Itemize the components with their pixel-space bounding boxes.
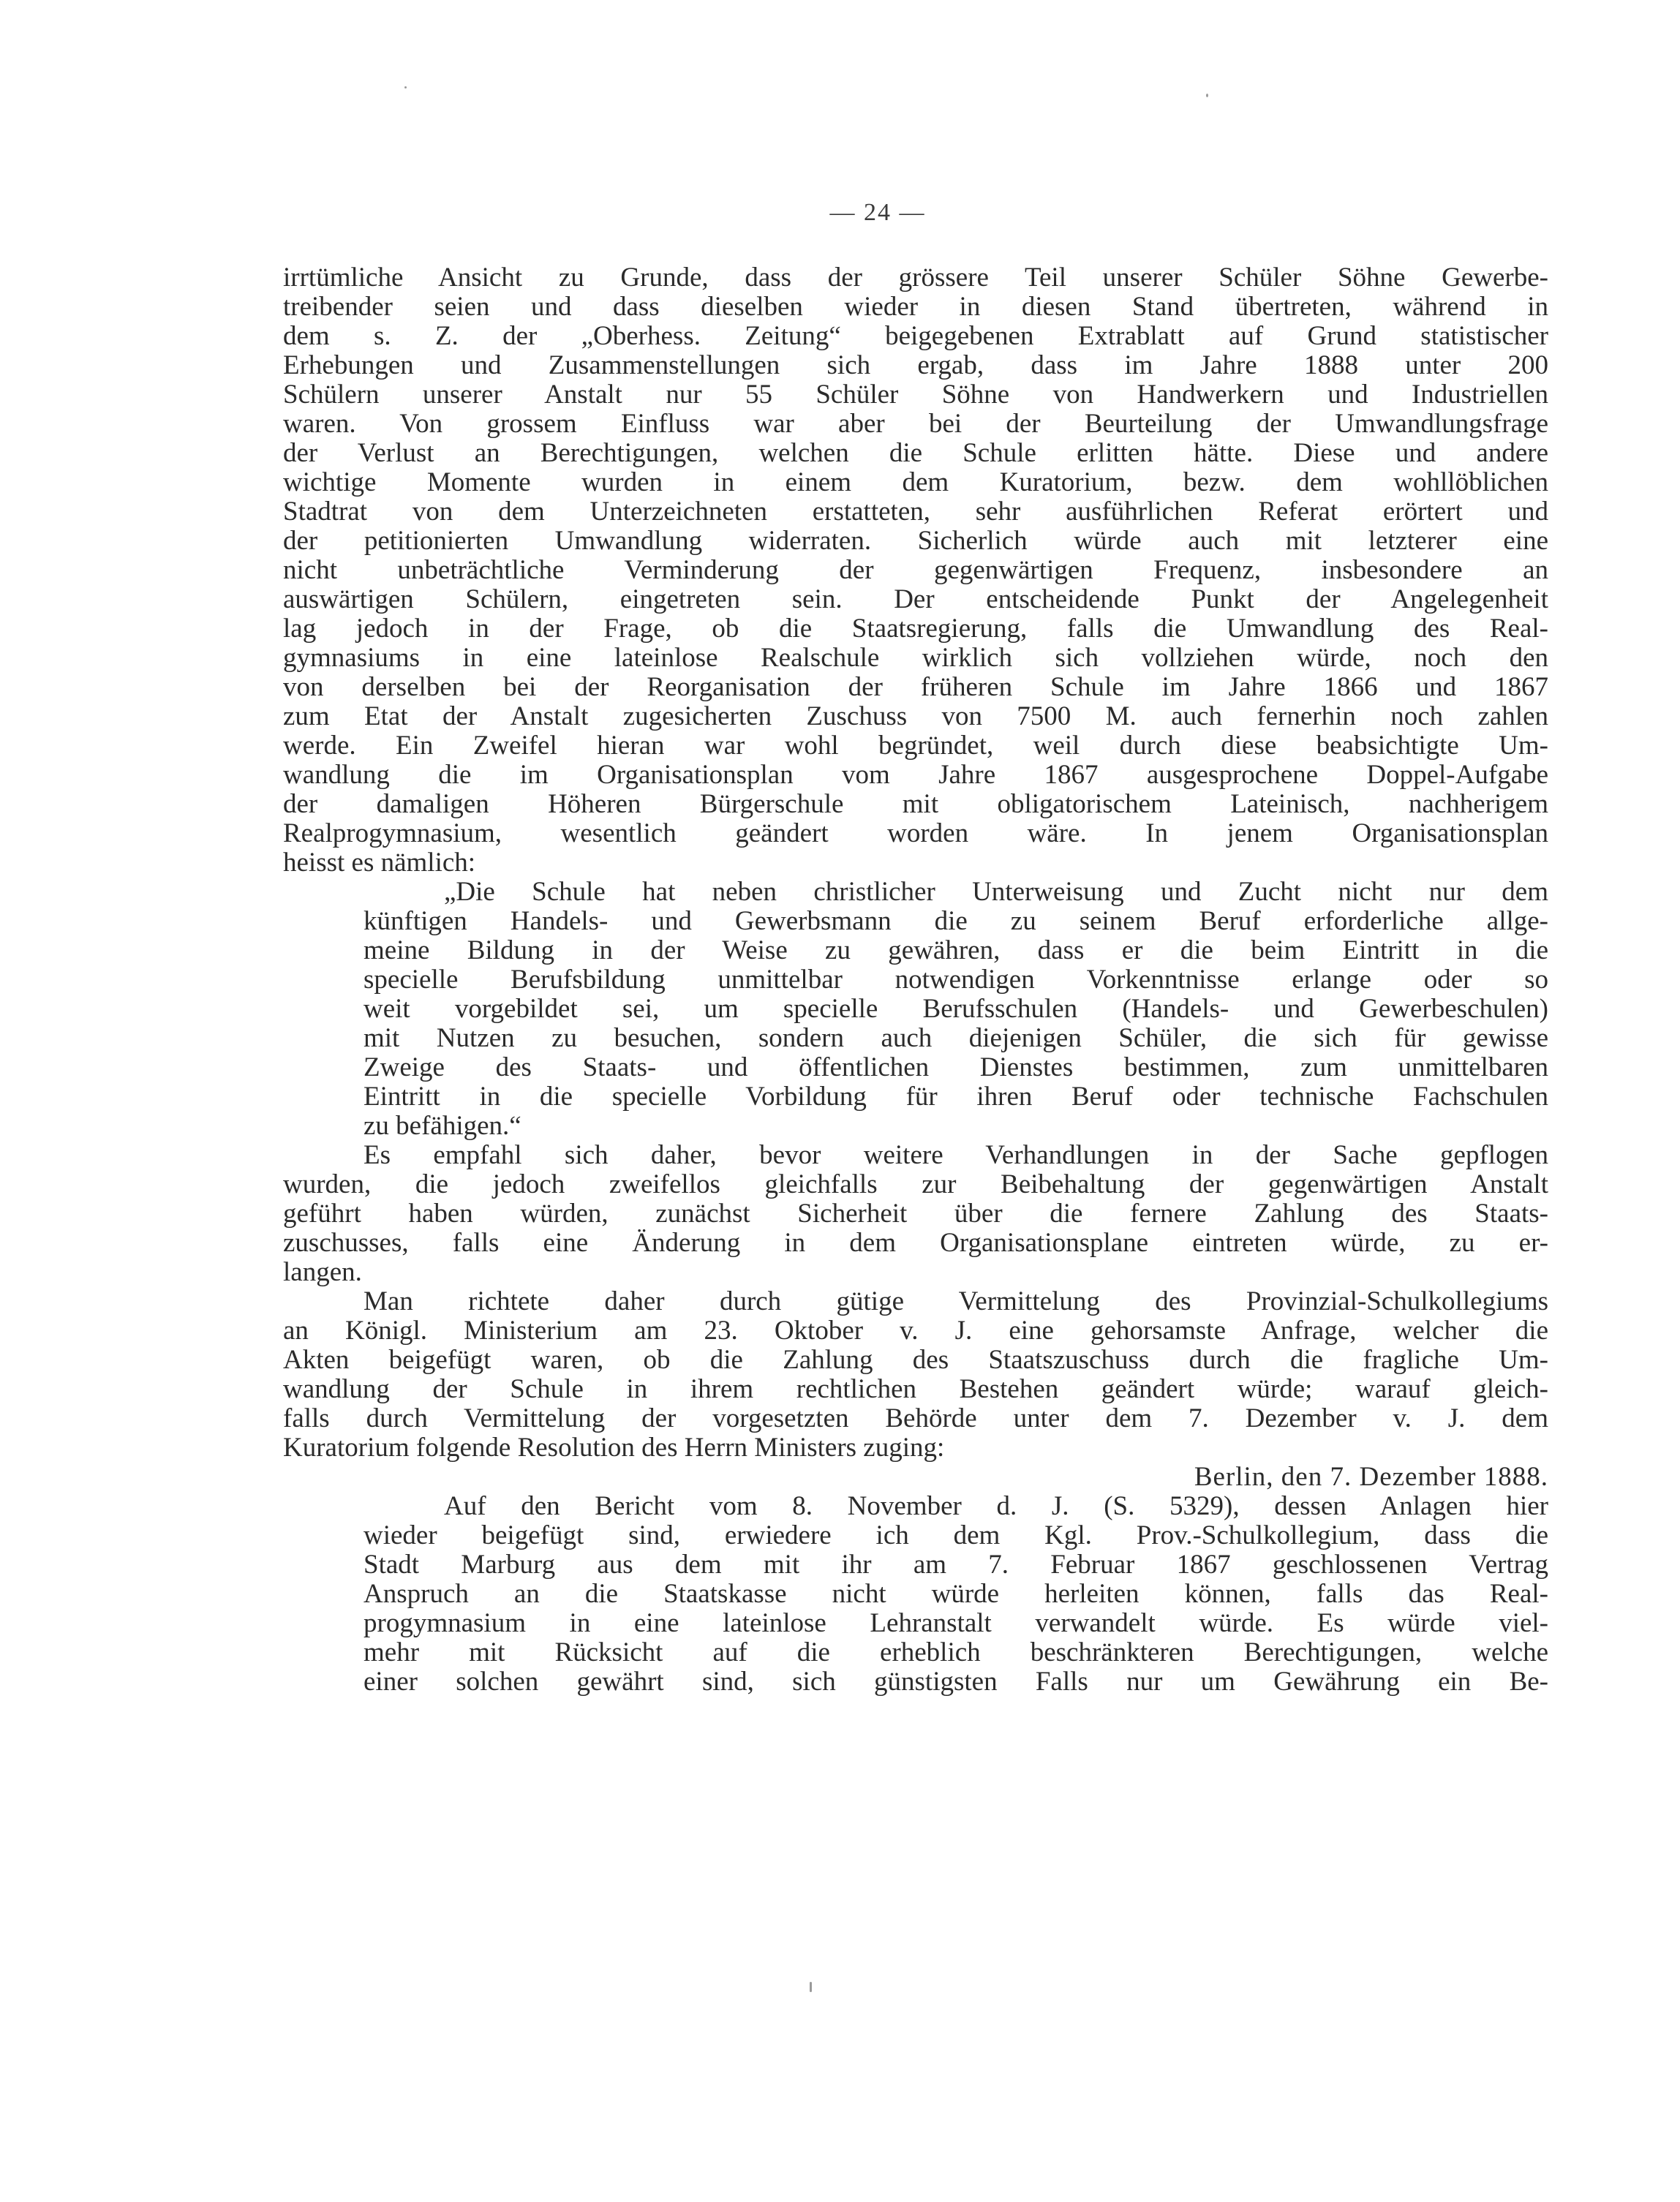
text-line: waren. Von grossem Einfluss war aber bei der Beurteilung der Umwandlungsfrage [283,410,1548,439]
paper-speck [1206,94,1208,97]
paragraph [283,1141,1548,1287]
text-line: wandlung die im Organisationsplan vom Jahre 1867 ausgesprochene Doppel-Aufgabe [283,761,1548,790]
text-line: Es empfahl sich daher, bevor weitere Verhandlungen in der Sache gepflogen [364,1141,1548,1170]
letter-line: Stadt Marburg aus dem mit ihr am 7. Februar 1867 geschlossenen Vertrag [364,1550,1548,1580]
quote-line: zu befähigen.“ [364,1112,521,1141]
text-line: falls durch Vermittelung der vorgesetzten Behörde unter dem 7. Dezember v. J. dem [283,1404,1548,1433]
text-line: heisst es nämlich: [283,848,476,878]
quote-line: weit vorgebildet sei, um specielle Berufsschulen (Handels- und Gewerbeschulen) [364,995,1548,1024]
letter-line: progymnasium in eine lateinlose Lehranstalt verwandelt würde. Es würde viel- [364,1609,1548,1638]
paper-speck [404,86,407,88]
text-line: dem s. Z. der „Oberhess. Zeitung“ beigegebenen Extrablatt auf Grund statistischer [283,322,1548,351]
text-line: Stadtrat von dem Unterzeichneten erstatteten, sehr ausführlichen Referat erörtert und [283,497,1548,527]
text-line: Schülern unserer Anstalt nur 55 Schüler Söhne von Handwerkern und Industriellen [283,380,1548,410]
text-line: lag jedoch in der Frage, ob die Staatsregierung, falls die Umwandlung des Real- [283,614,1548,644]
body-text [283,263,1548,1697]
text-line: geführt haben würden, zunächst Sicherheit über die fernere Zahlung des Staats- [283,1199,1548,1229]
text-line: der Verlust an Berechtigungen, welchen die Schule erlitten hätte. Diese und andere [283,439,1548,468]
dateline [283,1463,1548,1492]
text-line: Realprogymnasium, wesentlich geändert worden wäre. In jenem Organisationsplan [283,819,1548,848]
letter-line: einer solchen gewährt sind, sich günstigsten Falls nur um Gewährung ein Be- [364,1667,1548,1697]
text-line: werde. Ein Zweifel hieran war wohl begründet, weil durch diese beabsichtigte Um- [283,731,1548,761]
quote-line: Zweige des Staats- und öffentlichen Dienstes bestimmen, zum unmittelbaren [364,1053,1548,1082]
letter-line: Auf den Bericht vom 8. November d. J. (S. 5329), dessen Anlagen hier [444,1492,1548,1521]
text-line: Akten beigefügt waren, ob die Zahlung des Staatszuschuss durch die fragliche Um- [283,1346,1548,1375]
text-line: wurden, die jedoch zweifellos gleichfalls zur Beibehaltung der gegenwärtigen Anstalt [283,1170,1548,1199]
text-line: irrtümliche Ansicht zu Grunde, dass der grössere Teil unserer Schüler Söhne Gewerbe- [283,263,1548,293]
text-line: von derselben bei der Reorganisation der früheren Schule im Jahre 1866 und 1867 [283,673,1548,702]
text-line: an Königl. Ministerium am 23. Oktober v. J. eine gehorsamste Anfrage, welcher die [283,1316,1548,1346]
quote-line: specielle Berufsbildung unmittelbar notwendigen Vorkenntnisse erlange oder so [364,965,1548,995]
text-line: nicht unbeträchtliche Verminderung der gegenwärtigen Frequenz, insbesondere an [283,556,1548,585]
text-line: Man richtete daher durch gütige Vermittelung des Provinzial-Schulkollegiums [364,1287,1548,1316]
text-line: langen. [283,1258,362,1287]
text-line: der petitionierten Umwandlung widerraten. Sicherlich würde auch mit letzterer eine [283,527,1548,556]
quote-line: meine Bildung in der Weise zu gewähren, dass er die beim Eintritt in die [364,936,1548,965]
text-line: wandlung der Schule in ihrem rechtlichen Bestehen geändert würde; warauf gleich- [283,1375,1548,1404]
quote-line: „Die Schule hat neben christlicher Unterweisung und Zucht nicht nur dem [444,878,1548,907]
text-line: zuschusses, falls eine Änderung in dem Organisationsplane eintreten würde, zu er- [283,1229,1548,1258]
block-quote [283,878,1548,1141]
letter-paragraph [283,1492,1548,1697]
quote-line: mit Nutzen zu besuchen, sondern auch diejenigen Schüler, die sich für gewisse [364,1024,1548,1053]
quote-line: künftigen Handels- und Gewerbsmann die zu seinem Beruf erforderliche allge- [364,907,1548,936]
text-line: gymnasiums in eine lateinlose Realschule wirklich sich vollziehen würde, noch den [283,644,1548,673]
text-line: zum Etat der Anstalt zugesicherten Zuschuss von 7500 M. auch fernerhin noch zahlen [283,702,1548,731]
letter-line: mehr mit Rücksicht auf die erheblich beschränkteren Berechtigungen, welche [364,1638,1548,1667]
text-line: Kuratorium folgende Resolution des Herrn Ministers zuging: [283,1433,945,1463]
quote-line: Eintritt in die specielle Vorbildung für ihren Beruf oder technische Fachschulen [364,1082,1548,1112]
paper-speck [810,1982,812,1992]
paragraph [283,1287,1548,1463]
letter-line: Anspruch an die Staatskasse nicht würde herleiten können, falls das Real- [364,1580,1548,1609]
letter-line: wieder beigefügt sind, erwiedere ich dem Kgl. Prov.-Schulkollegium, dass die [364,1521,1548,1550]
text-line: treibender seien und dass dieselben wieder in diesen Stand übertreten, während in [283,293,1548,322]
text-line: auswärtigen Schülern, eingetreten sein. Der entscheidende Punkt der Angelegenheit [283,585,1548,614]
dateline-text: Berlin, den 7. Dezember 1888. [1194,1463,1548,1492]
text-line: der damaligen Höheren Bürgerschule mit obligatorischem Lateinisch, nachherigem [283,790,1548,819]
paragraph-continuation [283,263,1548,878]
page-number: — 24 — [829,199,926,226]
text-line: wichtige Momente wurden in einem dem Kuratorium, bezw. dem wohllöblichen [283,468,1548,497]
text-line: Erhebungen und Zusammenstellungen sich ergab, dass im Jahre 1888 unter 200 [283,351,1548,380]
